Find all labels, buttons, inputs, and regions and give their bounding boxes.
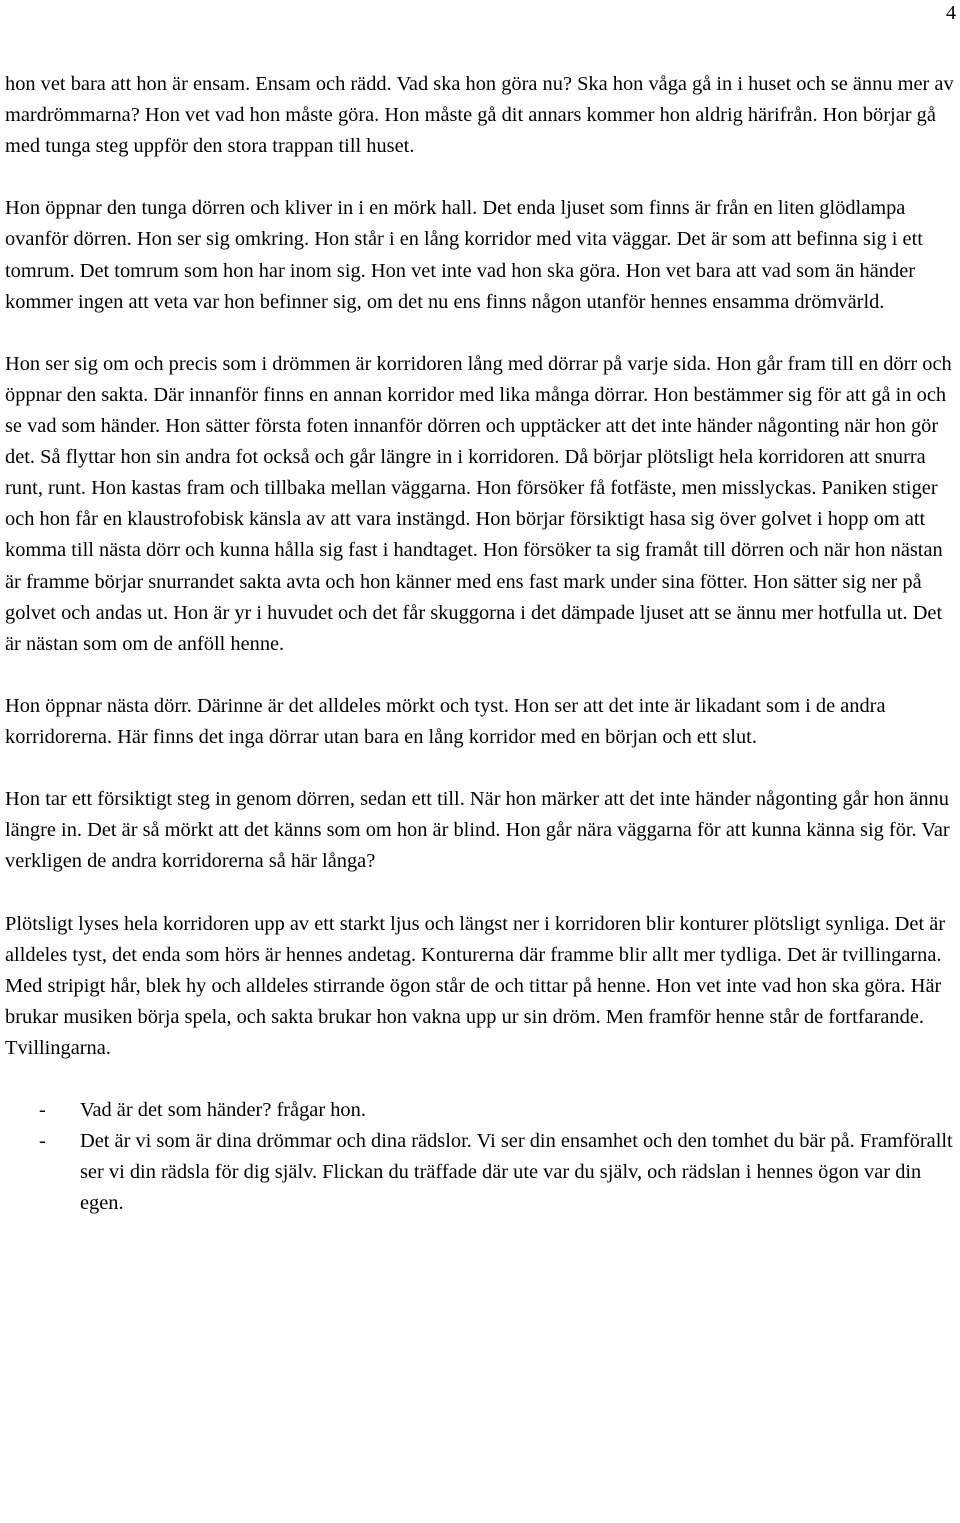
dialogue-dash: - [39,1099,46,1122]
dialogue-text: Det är vi som är dina drömmar och dina rädslor. Vi ser din ensamhet och den tomhet du bär på. Framförallt ser vi din rädsla för dig själv. Flickan du träffade där ute var du själv, och rädslan i hennes ögon var din egen. [80,1130,953,1215]
page-number: 4 [946,2,956,24]
paragraph: hon vet bara att hon är ensam. Ensam och rädd. Vad ska hon göra nu? Ska hon våga gå in i huset och se ännu mer av mardrömmarna? Hon vet vad hon måste göra. Hon måste gå dit annars kommer hon aldrig härifrån. Hon börjar gå med tunga steg uppför den stora trappan till huset. [5,73,954,158]
document-body [5,69,957,1219]
dialogue-dash: - [39,1130,46,1153]
dialogue-line [5,1095,957,1126]
paragraph: Hon öppnar den tunga dörren och kliver in i en mörk hall. Det enda ljuset som finns är från en liten glödlampa ovanför dörren. Hon ser sig omkring. Hon står i en lång korridor med vita väggar. Det är som att befinna sig i ett tomrum. Det tomrum som hon har inom sig. Hon vet inte vad hon ska göra. Hon vet bara att vad som än händer kommer ingen att veta var hon befinner sig, om det nu ens finns någon utanför hennes ensamma drömvärld. [5,197,923,313]
paragraph: Hon ser sig om och precis som i drömmen är korridoren lång med dörrar på varje sida. Hon går fram till en dörr och öppnar den sakta. Där innanför finns en annan korridor med lika många dörrar. Hon bestämmer sig för att gå in och se vad som händer. Hon sätter första foten innanför dörren och upptäcker att det inte händer någonting när hon gör det. Så flyttar hon sin andra fot också och går längre in i korridoren. Då börjar plötsligt hela korridoren att snurra runt, runt. Hon kastas fram och tillbaka mellan väggarna. Hon försöker få fotfäste, men misslyckas. Paniken stiger och hon får en klaustrofobisk känsla av att vara instängd. Hon börjar försiktigt hasa sig över golvet i hopp om att komma till nästa dörr och kunna hålla sig fast i handtaget. Hon försöker ta sig framåt till dörren och när hon nästan är framme börjar snurrandet sakta avta och hon känner med ens fast mark under sina fötter. Hon sätter sig ner på golvet och andas ut. Hon är yr i huvudet och det får skuggorna i det dämpade ljuset att se ännu mer hotfulla ut. Det är nästan som om de anföll henne. [5,352,952,655]
dialogue-line [5,1126,957,1219]
dialogue-text: Vad är det som händer? frågar hon. [80,1099,366,1122]
paragraph: Plötsligt lyses hela korridoren upp av ett starkt ljus och längst ner i korridoren blir konturer plötsligt synliga. Det är alldeles tyst, det enda som hörs är hennes andetag. Konturerna där framme blir allt mer tydliga. Det är tvillingarna. Med stripigt hår, blek hy och alldeles stirrande ögon står de och tittar på henne. Hon vet inte vad hon ska göra. Här brukar musiken börja spela, och sakta brukar hon vakna upp ur sin dröm. Men framför henne står de fortfarande. Tvillingarna. [5,912,946,1059]
paragraph: Hon öppnar nästa dörr. Därinne är det alldeles mörkt och tyst. Hon ser att det inte är likadant som i de andra korridorerna. Här finns det inga dörrar utan bara en lång korridor med en början och ett slut. [5,694,886,748]
paragraph: Hon tar ett försiktigt steg in genom dörren, sedan ett till. När hon märker att det inte händer någonting går hon ännu längre in. Det är så mörkt att det känns som om hon är blind. Hon går nära väggarna för att kunna känna sig för. Var verkligen de andra korridorerna så här långa? [5,788,950,873]
dialogue-list [5,1095,957,1219]
